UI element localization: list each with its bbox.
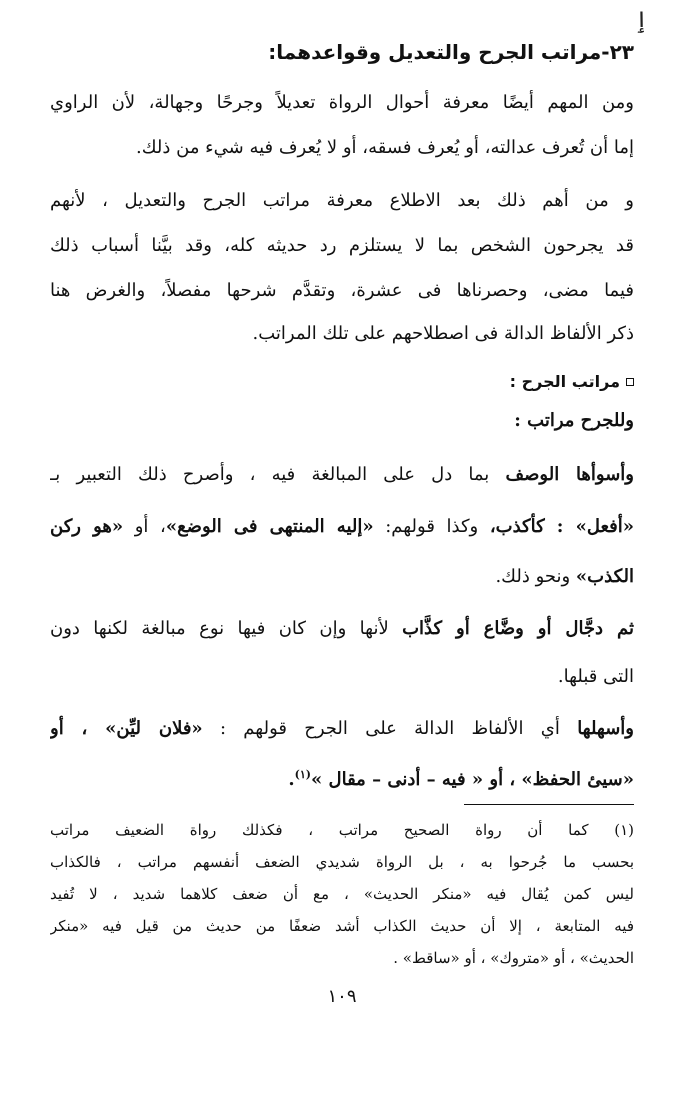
para5-line2 [50, 760, 634, 795]
para3-line1 [50, 460, 634, 490]
para4-line2: التى قبلها. [557, 666, 634, 687]
para3-bold-term: وأسوأها الوصف [505, 464, 634, 485]
para5-text: أي الألفاظ الدالة على الجرح قولهم : [202, 718, 578, 739]
para4-text: لأنها وإن كان فيها نوع مبالغة لكنها دون [50, 618, 403, 639]
para1-line1: ومن المهم أيضًا معرفة أحوال الرواة تعديلاً وجرحًا وجهالة، لأن الراوي [50, 92, 634, 113]
subheading-text: مراتب الجرح : [509, 372, 620, 391]
intro-line: وللجرح مراتب : [514, 410, 634, 431]
footnote-line1: (١) كما أن رواة الصحيح مراتب ، فكذلك رواة الضعيف مراتب [50, 821, 634, 839]
para3-text-b: وكذا قولهم: [373, 516, 490, 537]
para3-rukn: «هو ركن [50, 516, 124, 537]
footnote-divider [464, 804, 634, 805]
footnote-line3: ليس كمن يُقال فيه «منكر الحديث» ، مع أن ضعف كلاهما شديد ، لا تُفيد [50, 885, 634, 903]
para3-text-d: ، أو [123, 516, 166, 537]
para5-layyin: «فلان ليِّن» ، أو [50, 718, 203, 739]
para1-line2: إما أن تُعرف عدالته، أو يُعرف فسقه، أو لا يُعرف فيه شيء من ذلك. [136, 137, 634, 158]
subheading-jarh-ranks [510, 370, 634, 394]
para4-bold-terms: ثم دجَّال أو وضَّاع أو كذَّاب [402, 618, 634, 639]
para2-line3: فيما مضى، وحصرناها فى عشرة، وتقدَّم شرحها مفصلاً، والغرض هنا [50, 280, 634, 301]
para5-bold-term: وأسهلها [577, 718, 634, 739]
para2-line4: ذكر الألفاظ الدالة فى اصطلاحهم على تلك المراتب. [252, 323, 634, 344]
page-number: ١٠٩ [327, 986, 357, 1007]
para3-line3 [50, 562, 634, 592]
para3-afal: «أفعل» : كأكذب، [489, 516, 634, 537]
para5-line1 [50, 714, 634, 744]
footnote-line2: بحسب ما جُرحوا به ، بل الرواة شديدي الضعف أنفسهم مراتب ، فالكذاب [50, 853, 634, 871]
square-bullet-icon [626, 378, 634, 386]
para2-line1: و من أهم ذلك بعد الاطلاع معرفة مراتب الجرح والتعديل ، لأنهم [50, 190, 634, 211]
para5-terms: «سيئ الحفظ» ، أو « فيه – أدنى – مقال » [310, 769, 634, 790]
para3-text: بما دل على المبالغة فيه ، وأصرح ذلك التعبير بـ [50, 464, 506, 485]
para3-line2 [50, 512, 634, 542]
para3-phrase: «إليه المنتهى فى الوضع» [165, 516, 374, 537]
para3-text-end: ونحو ذلك. [495, 566, 576, 587]
footnote-line4: فيه المتابعة ، إلا أن حديث الكذاب أشد ضعفًا من حديث من قيل فيه «منكر [50, 917, 634, 935]
para4-line1 [50, 614, 634, 644]
footnote-line5: الحديث» ، أو «متروك» ، أو «ساقط» . [393, 949, 634, 967]
para3-kadhib: الكذب» [575, 566, 634, 587]
para2-line2: قد يجرحون الشخص بما لا يستلزم رد حديثه كله، وقد بيَّنا أسباب ذلك [50, 235, 634, 256]
book-page [50, 0, 648, 1094]
section-heading: ٢٣-مراتب الجرح والتعديل وقواعدهما: [268, 40, 634, 64]
footnote-ref[interactable]: (١) [294, 768, 311, 781]
para5-end: . [288, 769, 295, 790]
corner-mark: ٳ [635, 8, 648, 33]
